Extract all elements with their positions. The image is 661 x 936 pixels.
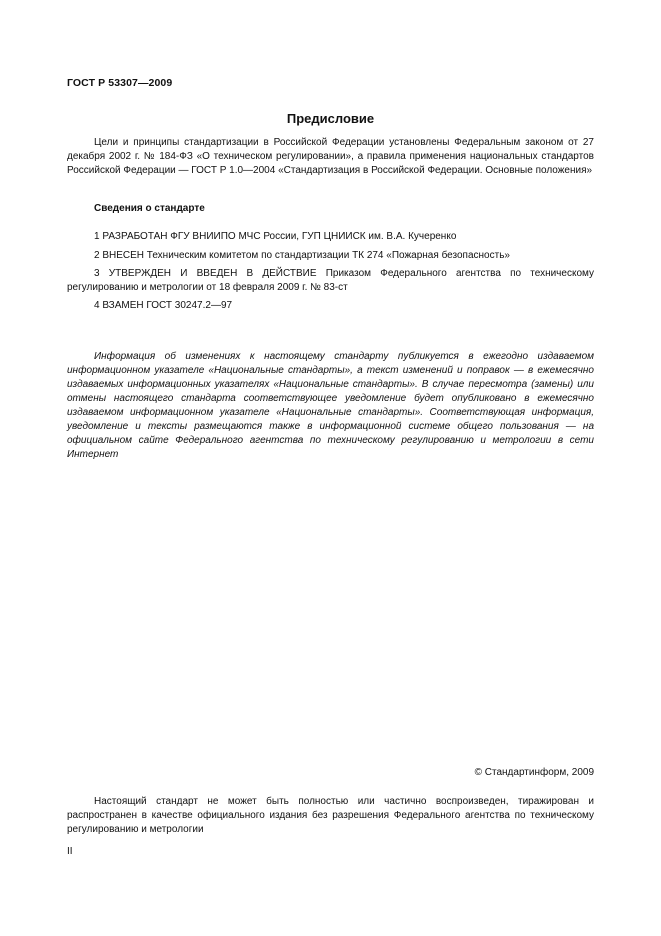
reproduction-notice: Настоящий стандарт не может быть полностью или частично воспроизведен, тиражирован и распространен в качестве официального издания без разрешения Федерального агентства по техническому регулированию и метрологии [67, 796, 594, 835]
list-item: 1 РАЗРАБОТАН ФГУ ВНИИПО МЧС России, ГУП ЦНИИСК им. В.А. Кучеренко [94, 231, 457, 242]
standard-code: ГОСТ Р 53307—2009 [67, 77, 173, 89]
changes-info-paragraph: Информация об изменениях к настоящему стандарту публикуется в ежегодно издаваемом информационном указателе «Национальные стандарты», а текст изменений и поправок — в ежемесячно издаваемых информационных указателях «Национальные стандарты». В случае пересмотра (замены) или отмены настоящего стандарта соответствующее уведомление будет опубликовано в ежемесячно издаваемом информационном указателе «Национальные стандарты». Соответствующая информация, уведомление и тексты размещаются также в информационной системе общего пользования — на официальном сайте Федерального агентства по техническому регулированию и метрологии в сети Интернет [67, 351, 594, 460]
copyright-notice: © Стандартинформ, 2009 [474, 767, 594, 778]
intro-paragraph: Цели и принципы стандартизации в Российской Федерации установлены Федеральным законом от 27 декабря 2002 г. № 184-ФЗ «О техническом регулировании», а правила применения национальных стандартов Российской Федерации — ГОСТ Р 1.0—2004 «Стандартизация в Российской Федерации. Основные положения» [67, 137, 594, 176]
page-number: II [67, 846, 73, 857]
info-heading: Сведения о стандарте [94, 203, 205, 214]
list-item: 3 УТВЕРЖДЕН И ВВЕДЕН В ДЕЙСТВИЕ Приказом Федерального агентства по техническому регулированию и метрологии от 18 февраля 2009 г. № 83-ст [67, 268, 594, 293]
list-item: 4 ВЗАМЕН ГОСТ 30247.2—97 [94, 300, 233, 311]
page-title: Предисловие [286, 111, 375, 126]
list-item: 2 ВНЕСЕН Техническим комитетом по стандартизации ТК 274 «Пожарная безопасность» [94, 250, 510, 261]
